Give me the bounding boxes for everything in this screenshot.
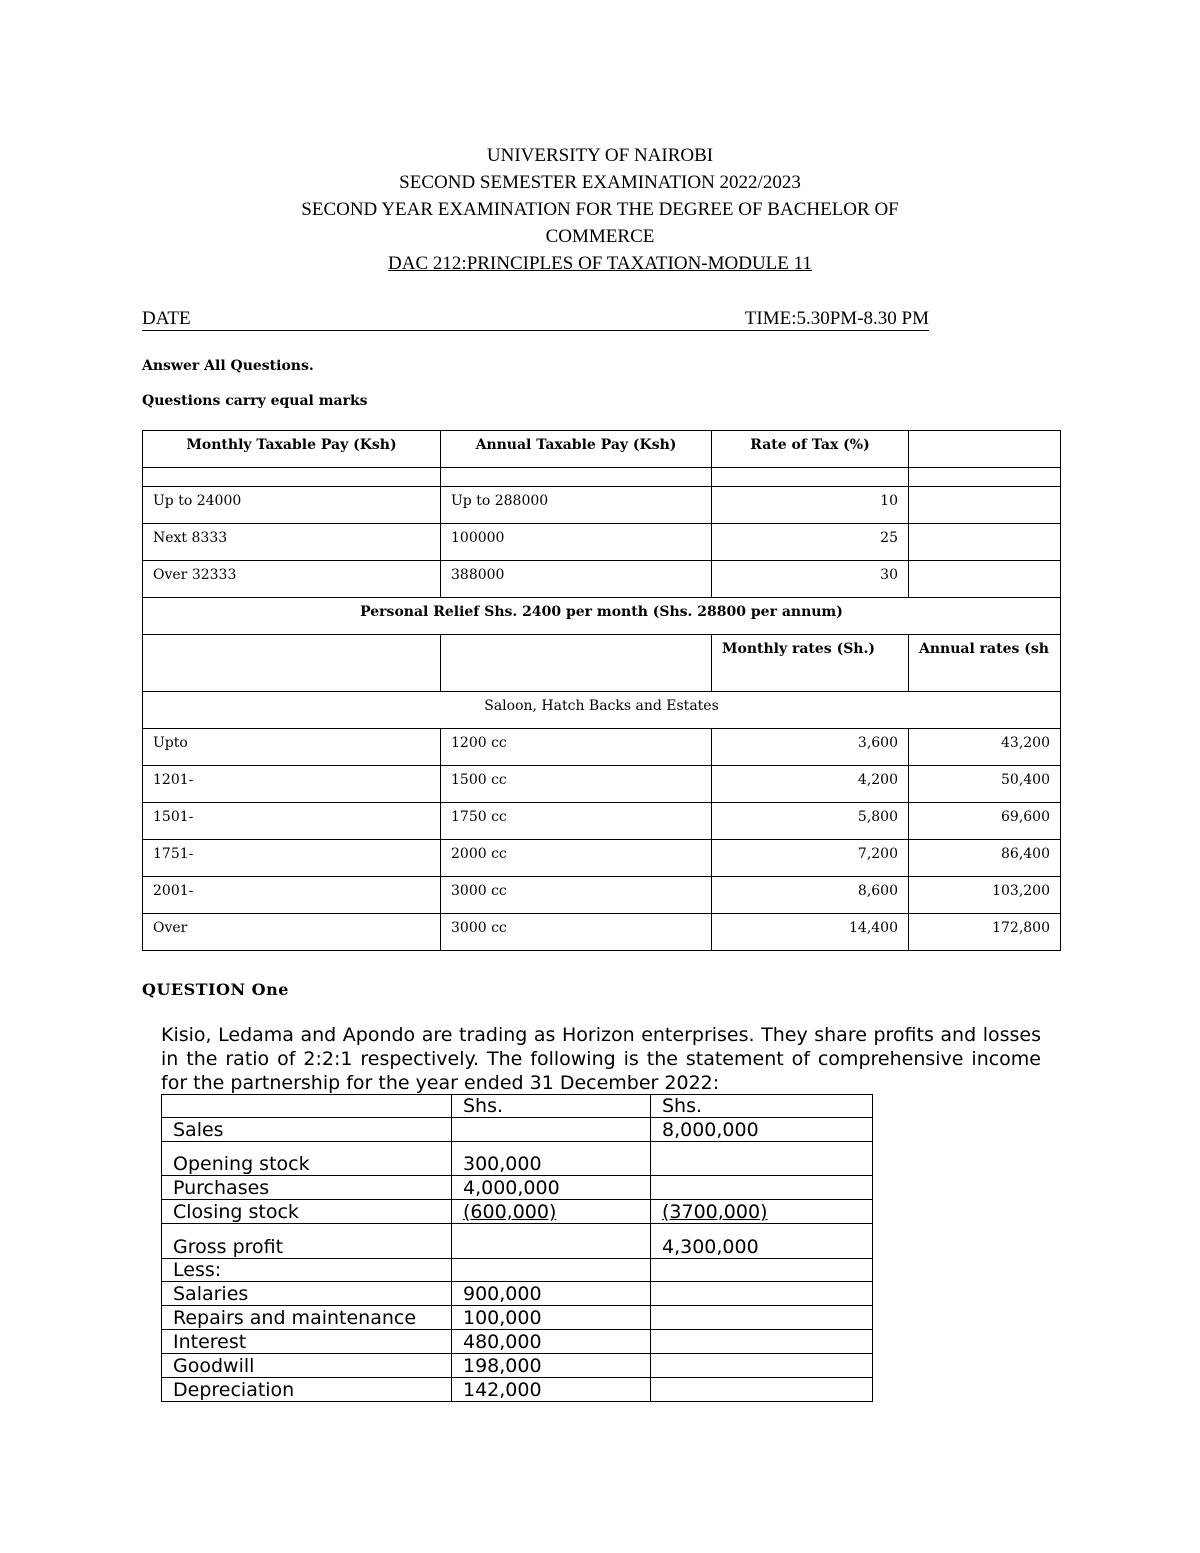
table-row	[162, 1378, 873, 1402]
amount-1: 900,000	[452, 1282, 651, 1306]
table-row	[162, 1259, 873, 1282]
amount-1: 480,000	[452, 1330, 651, 1354]
amount-2	[651, 1306, 873, 1330]
table-row	[143, 729, 1061, 766]
item: Opening stock	[162, 1142, 452, 1176]
annual-rate: 86,400	[909, 840, 1061, 877]
annual-rate: 172,800	[909, 914, 1061, 951]
income-statement-table	[161, 1094, 873, 1402]
band-extra	[909, 561, 1061, 598]
tax-rates-table	[142, 430, 1061, 951]
table-row	[143, 487, 1061, 524]
amount-2	[651, 1354, 873, 1378]
item: Depreciation	[162, 1378, 452, 1402]
car-header-row	[143, 635, 1061, 692]
band-monthly: Over 32333	[143, 561, 441, 598]
car-category-row	[143, 692, 1061, 729]
item: Sales	[162, 1118, 452, 1142]
table-row	[162, 1354, 873, 1378]
header-rate: Rate of Tax (%)	[712, 431, 909, 468]
cc-to: 1200 cc	[441, 729, 712, 766]
amount-1	[452, 1224, 651, 1259]
car-header-empty	[143, 635, 441, 692]
amount-1: 142,000	[452, 1378, 651, 1402]
annual-rate: 69,600	[909, 803, 1061, 840]
header-annual-rates: Annual rates (sh	[909, 635, 1061, 692]
table-row	[162, 1200, 873, 1224]
monthly-rate: 8,600	[712, 877, 909, 914]
table-row	[162, 1330, 873, 1354]
band-annual: 388000	[441, 561, 712, 598]
cc-to: 2000 cc	[441, 840, 712, 877]
car-header-empty	[441, 635, 712, 692]
monthly-rate: 7,200	[712, 840, 909, 877]
table-row	[143, 914, 1061, 951]
table-row	[162, 1306, 873, 1330]
degree-line-1: SECOND YEAR EXAMINATION FOR THE DEGREE OF BACHELOR OF	[301, 199, 899, 220]
item: Gross profit	[162, 1224, 452, 1259]
table-header-row	[162, 1095, 873, 1118]
table-row	[143, 524, 1061, 561]
amount-2	[651, 1282, 873, 1306]
question-one-text: Kisio, Ledama and Apondo are trading as Horizon enterprises. They share profits and losses in the ratio of 2:2:1 respectively. The following is the statement of comprehensive income for the partnership for the year ended 31 December 2022:	[161, 1024, 1041, 1094]
amount-2	[651, 1378, 873, 1402]
amount-1: 4,000,000	[452, 1176, 651, 1200]
amount-2: 4,300,000	[651, 1224, 873, 1259]
amount-2: 8,000,000	[651, 1118, 873, 1142]
table-row	[162, 1224, 873, 1259]
amount-2	[651, 1330, 873, 1354]
header-monthly-rates: Monthly rates (Sh.)	[712, 635, 909, 692]
header-shs-1: Shs.	[452, 1095, 651, 1118]
amount-1: 100,000	[452, 1306, 651, 1330]
cc-from: 2001-	[143, 877, 441, 914]
question-one-title: QUESTION One	[142, 980, 289, 999]
band-monthly: Up to 24000	[143, 487, 441, 524]
annual-rate: 103,200	[909, 877, 1061, 914]
cc-to: 1500 cc	[441, 766, 712, 803]
header-monthly-pay: Monthly Taxable Pay (Ksh)	[143, 431, 441, 468]
item: Goodwill	[162, 1354, 452, 1378]
table-row	[162, 1118, 873, 1142]
date-time-line	[142, 308, 929, 331]
empty-row	[143, 468, 1061, 487]
table-row	[162, 1176, 873, 1200]
exam-time: TIME:5.30PM-8.30 PM	[744, 308, 929, 329]
amount-1: (600,000)	[452, 1200, 651, 1224]
cc-to: 1750 cc	[441, 803, 712, 840]
header-annual-pay: Annual Taxable Pay (Ksh)	[441, 431, 712, 468]
table-row	[143, 877, 1061, 914]
header-shs-2: Shs.	[651, 1095, 873, 1118]
table-row	[143, 803, 1061, 840]
item: Purchases	[162, 1176, 452, 1200]
band-rate: 10	[712, 487, 909, 524]
amount-2	[651, 1259, 873, 1282]
annual-rate: 50,400	[909, 766, 1061, 803]
band-annual: 100000	[441, 524, 712, 561]
table-row	[143, 561, 1061, 598]
item: Repairs and maintenance	[162, 1306, 452, 1330]
item: Interest	[162, 1330, 452, 1354]
personal-relief-row	[143, 598, 1061, 635]
band-extra	[909, 487, 1061, 524]
monthly-rate: 5,800	[712, 803, 909, 840]
amount-1	[452, 1259, 651, 1282]
monthly-rate: 4,200	[712, 766, 909, 803]
item: Salaries	[162, 1282, 452, 1306]
band-rate: 25	[712, 524, 909, 561]
instruction-equal-marks: Questions carry equal marks	[142, 393, 368, 409]
cc-to: 3000 cc	[441, 877, 712, 914]
car-category: Saloon, Hatch Backs and Estates	[143, 692, 1061, 729]
amount-2	[651, 1142, 873, 1176]
item: Closing stock	[162, 1200, 452, 1224]
amount-1	[452, 1118, 651, 1142]
degree-line-2: COMMERCE	[545, 226, 655, 247]
table-row	[143, 766, 1061, 803]
amount-2: (3700,000)	[651, 1200, 873, 1224]
table-row	[162, 1282, 873, 1306]
semester-title: SECOND SEMESTER EXAMINATION 2022/2023	[399, 172, 801, 193]
university-title: UNIVERSITY OF NAIROBI	[486, 145, 714, 166]
monthly-rate: 14,400	[712, 914, 909, 951]
table-header-row	[143, 431, 1061, 468]
cc-from: Over	[143, 914, 441, 951]
annual-rate: 43,200	[909, 729, 1061, 766]
header-empty	[909, 431, 1061, 468]
amount-1: 198,000	[452, 1354, 651, 1378]
instruction-answer-all: Answer All Questions.	[142, 358, 314, 374]
cc-to: 3000 cc	[441, 914, 712, 951]
band-rate: 30	[712, 561, 909, 598]
table-row	[162, 1142, 873, 1176]
band-annual: Up to 288000	[441, 487, 712, 524]
date-label: DATE	[142, 308, 191, 329]
amount-1: 300,000	[452, 1142, 651, 1176]
course-title: DAC 212:PRINCIPLES OF TAXATION-MODULE 11	[388, 253, 812, 274]
band-monthly: Next 8333	[143, 524, 441, 561]
cc-from: 1201-	[143, 766, 441, 803]
amount-2	[651, 1176, 873, 1200]
cc-from: Upto	[143, 729, 441, 766]
item: Less:	[162, 1259, 452, 1282]
personal-relief: Personal Relief Shs. 2400 per month (Shs. 28800 per annum)	[143, 598, 1061, 635]
table-row	[143, 840, 1061, 877]
band-extra	[909, 524, 1061, 561]
monthly-rate: 3,600	[712, 729, 909, 766]
cc-from: 1751-	[143, 840, 441, 877]
header-item	[162, 1095, 452, 1118]
cc-from: 1501-	[143, 803, 441, 840]
